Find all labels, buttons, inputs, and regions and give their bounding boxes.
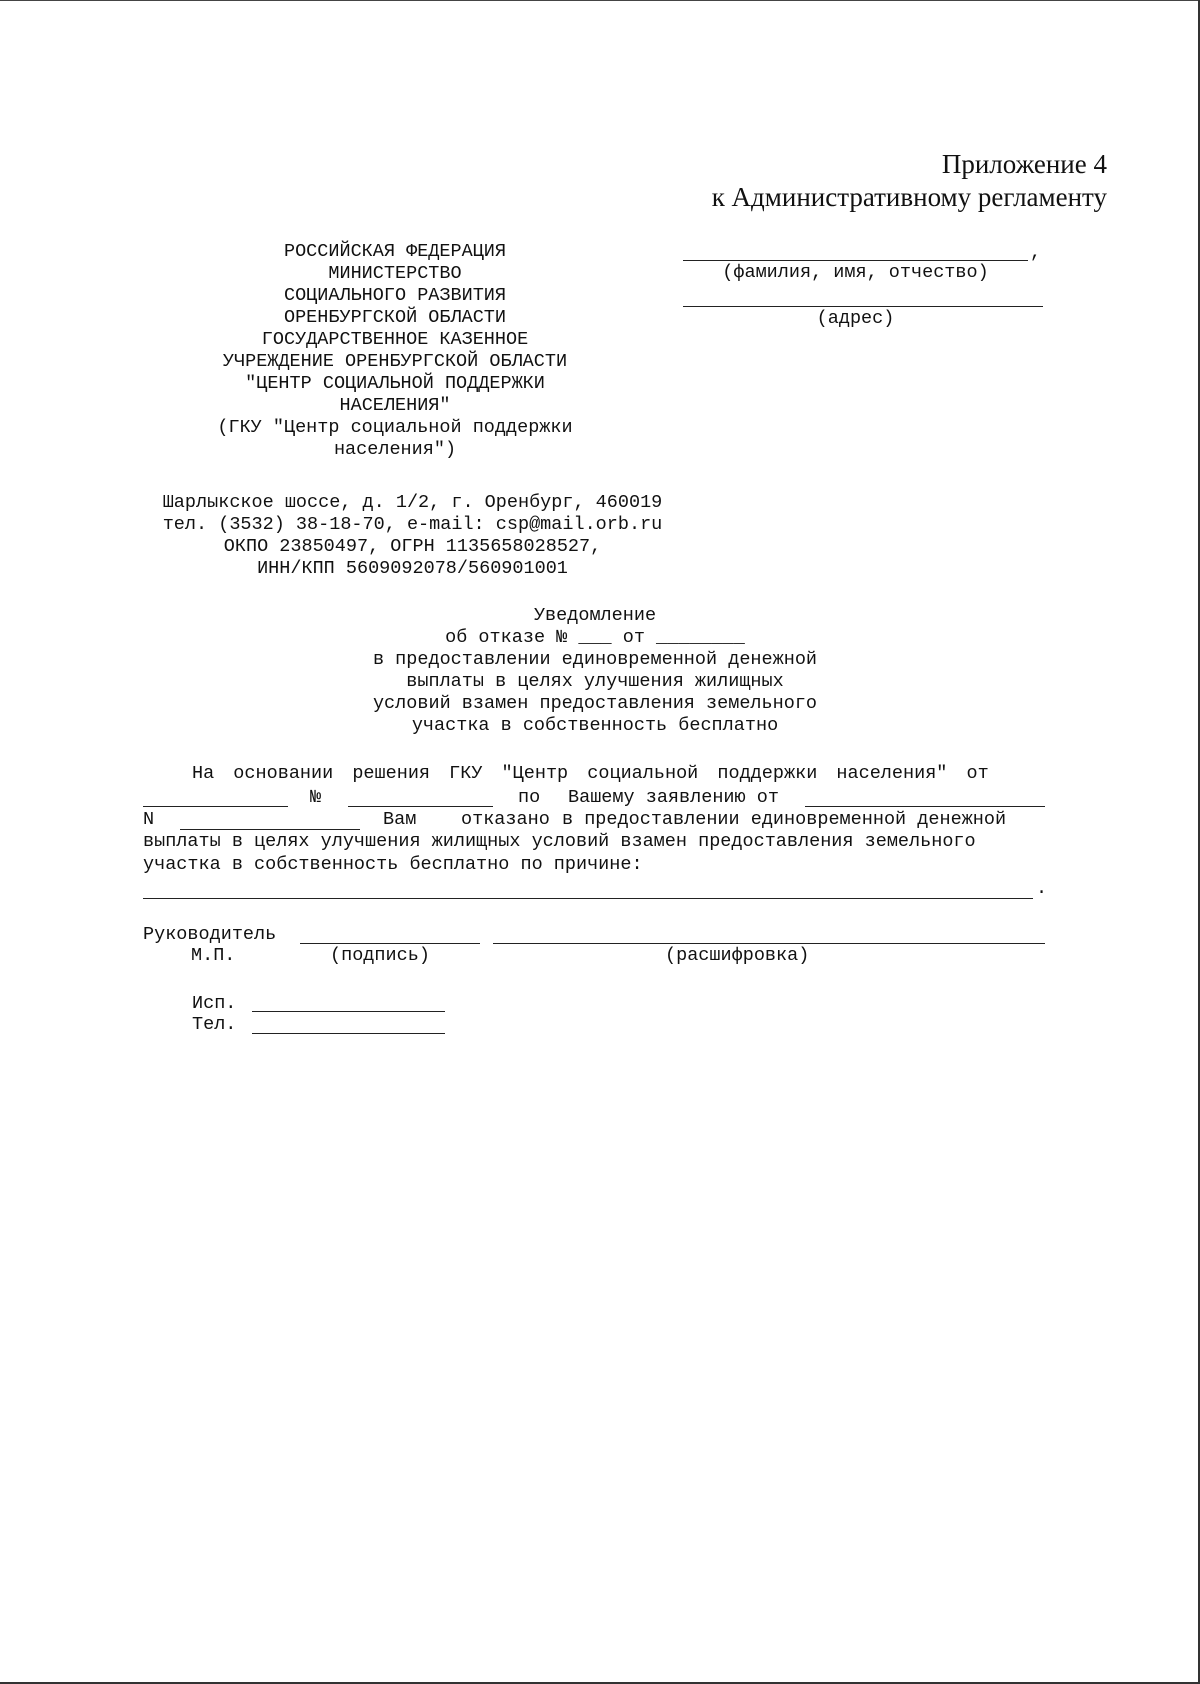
org-line: населения") bbox=[333, 439, 457, 460]
reason-period: . bbox=[1036, 878, 1048, 899]
notice-subject-line: условий взамен предоставления земельного bbox=[372, 693, 818, 714]
signature-caption: (подпись) bbox=[330, 945, 430, 966]
decision-date-blank[interactable] bbox=[143, 806, 288, 807]
org-okpo-ogrn: ОКПО 23850497, ОГРН 1135658028527, bbox=[223, 536, 602, 557]
application-date-label: Вашему заявлению от bbox=[568, 787, 779, 808]
po-word: по bbox=[518, 787, 541, 808]
vam-word: Вам bbox=[383, 809, 417, 830]
org-phone-email: тел. (3532) 38-18-70, e-mail: csp@mail.orb.ru bbox=[162, 514, 663, 535]
org-line: НАСЕЛЕНИЯ" bbox=[339, 395, 451, 416]
name-decode-blank[interactable] bbox=[493, 943, 1045, 944]
application-n-sign: N bbox=[143, 809, 155, 830]
decision-number-sign: № bbox=[310, 787, 322, 808]
org-line: ОРЕНБУРГСКОЙ ОБЛАСТИ bbox=[283, 307, 507, 328]
decode-caption: (расшифровка) bbox=[665, 945, 810, 966]
appendix-number: Приложение 4 bbox=[941, 149, 1107, 179]
org-line: МИНИСТЕРСТВО bbox=[328, 263, 462, 284]
page-border-top bbox=[0, 0, 1200, 1]
notice-subject-line: в предоставлении единовременной денежной bbox=[372, 649, 818, 670]
reason-blank[interactable] bbox=[143, 898, 1033, 899]
org-line: (ГКУ "Центр социальной поддержки bbox=[217, 417, 573, 438]
executor-label: Исп. bbox=[192, 993, 237, 1014]
notice-subject-line: участка в собственность бесплатно bbox=[411, 715, 779, 736]
org-line: ГОСУДАРСТВЕННОЕ КАЗЕННОЕ bbox=[261, 329, 529, 350]
otkazano-word: отказано bbox=[461, 809, 550, 830]
signature-blank[interactable] bbox=[300, 943, 480, 944]
body-line-3-rest: в предоставлении единовременной денежной bbox=[562, 809, 1007, 830]
recipient-name-comma: , bbox=[1030, 242, 1042, 263]
org-line: СОЦИАЛЬНОГО РАЗВИТИЯ bbox=[283, 285, 507, 306]
phone-label: Тел. bbox=[192, 1014, 237, 1035]
org-line: УЧРЕЖДЕНИЕ ОРЕНБУРГСКОЙ ОБЛАСТИ bbox=[222, 351, 568, 372]
stamp-label: М.П. bbox=[191, 945, 236, 966]
head-label: Руководитель bbox=[143, 924, 277, 945]
application-date-blank[interactable] bbox=[805, 806, 1045, 807]
org-line: РОССИЙСКАЯ ФЕДЕРАЦИЯ bbox=[283, 241, 507, 262]
recipient-address-caption: (адрес) bbox=[816, 308, 895, 329]
phone-blank[interactable] bbox=[252, 1033, 445, 1034]
org-contacts bbox=[140, 492, 685, 580]
body-line-5: участка в собственность бесплатно по причине: bbox=[143, 854, 643, 875]
notice-number-line: об отказе № ___ от ________ bbox=[445, 627, 745, 648]
recipient-name-line[interactable] bbox=[683, 260, 1028, 261]
recipient-address-line[interactable] bbox=[683, 306, 1043, 307]
notice-title: Уведомление bbox=[533, 605, 657, 626]
notice-heading bbox=[300, 605, 890, 737]
executor-blank[interactable] bbox=[252, 1011, 445, 1012]
notice-subject-line: выплаты в целях улучшения жилищных bbox=[406, 671, 784, 692]
org-block bbox=[205, 241, 585, 461]
org-inn-kpp: ИНН/КПП 5609092078/560901001 bbox=[257, 558, 568, 579]
org-address: Шарлыкское шоссе, д. 1/2, г. Оренбург, 460019 bbox=[162, 492, 663, 513]
org-line: "ЦЕНТР СОЦИАЛЬНОЙ ПОДДЕРЖКИ bbox=[245, 373, 545, 394]
body-line-1: На основании решения ГКУ "Центр социальной поддержки населения" от bbox=[192, 763, 989, 784]
recipient-name-caption: (фамилия, имя, отчество) bbox=[722, 262, 989, 283]
decision-number-blank[interactable] bbox=[348, 806, 493, 807]
body-line-4: выплаты в целях улучшения жилищных условий взамен предоставления земельного bbox=[143, 831, 976, 852]
application-number-blank[interactable] bbox=[180, 829, 360, 830]
appendix-reference: к Административному регламенту bbox=[711, 182, 1107, 212]
